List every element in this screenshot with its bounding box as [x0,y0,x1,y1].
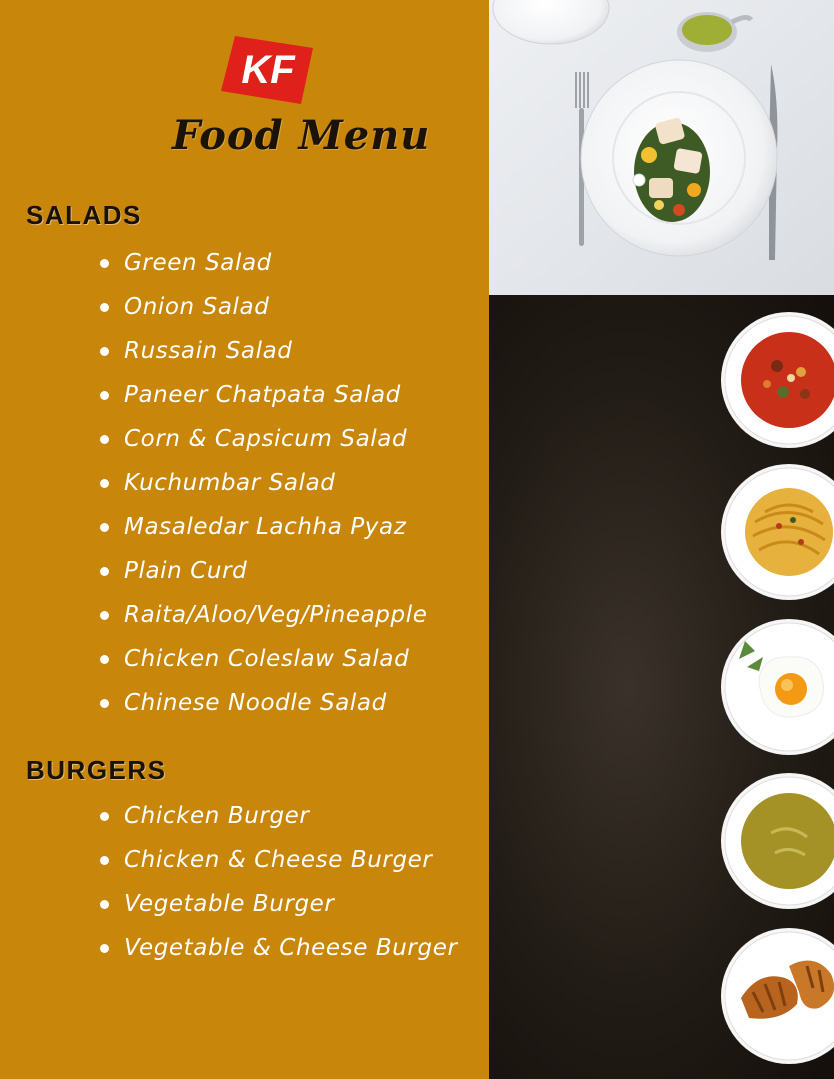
menu-item: Kuchumbar Salad [0,461,427,505]
menu-item: Paneer Chatpata Salad [0,373,427,417]
menu-item: Raita/Aloo/Veg/Pineapple [0,593,427,637]
kf-logo [221,36,313,104]
salads-list [0,241,427,725]
menu-item: Chicken Burger [0,794,458,838]
croissant-plate [719,926,834,1066]
menu-title: Food Menu [172,112,431,159]
plated-dish-photo [489,0,834,295]
menu-item: Corn & Capsicum Salad [0,417,427,461]
menu-item: Plain Curd [0,549,427,593]
menu-item: Onion Salad [0,285,427,329]
tomato-soup-bowl [719,310,834,450]
menu-item: Russain Salad [0,329,427,373]
green-soup-bowl [719,771,834,911]
menu-item: Masaledar Lachha Pyaz [0,505,427,549]
burgers-list [0,794,458,970]
spaghetti-plate [719,462,834,602]
section-title-salads: SALADS [26,200,142,230]
menu-item: Vegetable Burger [0,882,458,926]
section-title-burgers: BURGERS [26,755,167,785]
photo-column [489,0,834,1079]
menu-item: Chicken Coleslaw Salad [0,637,427,681]
menu-item: Chinese Noodle Salad [0,681,427,725]
svg-text:KF: KF [241,48,295,92]
menu-item: Vegetable & Cheese Burger [0,926,458,970]
fried-egg-plate [719,617,834,757]
menu-item: Chicken & Cheese Burger [0,838,458,882]
menu-item: Green Salad [0,241,427,285]
